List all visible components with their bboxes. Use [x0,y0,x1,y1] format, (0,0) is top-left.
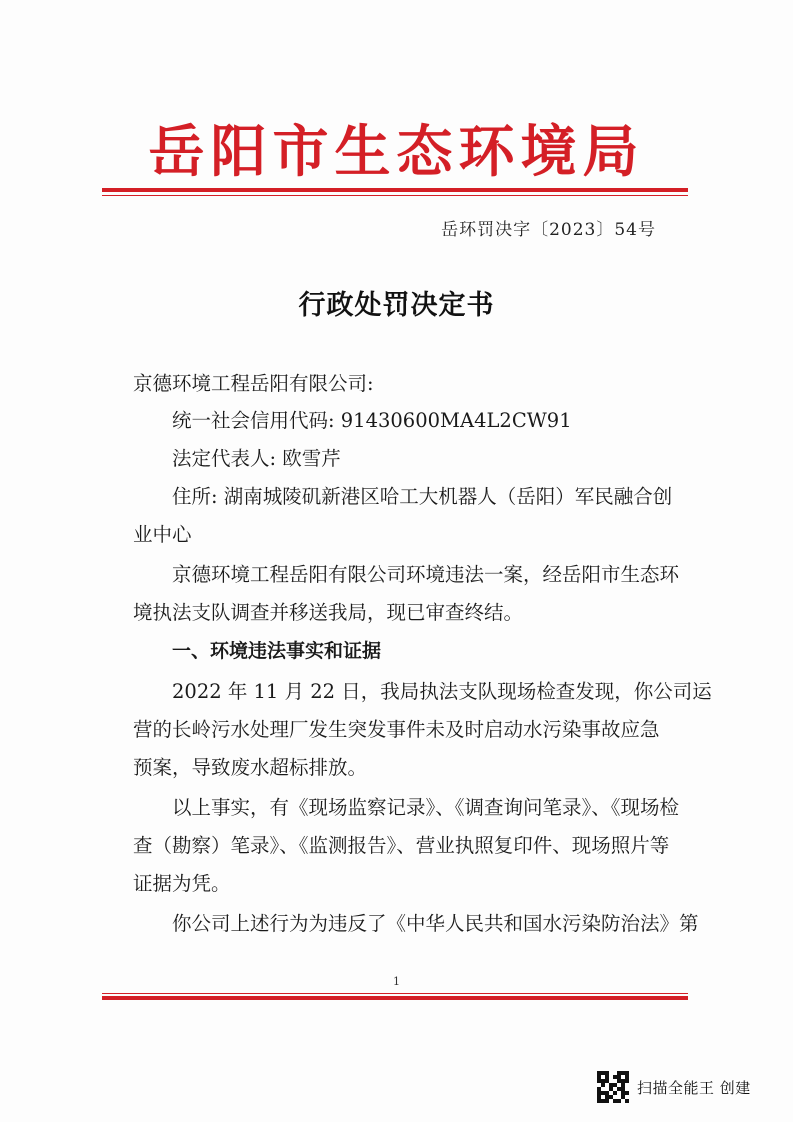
facts-line-1: 2022 年 11 月 22 日，我局执法支队现场检查发现，你公司运 [172,680,712,703]
header-rule-thick [102,188,688,192]
facts-line-3: 预案，导致废水超标排放。 [133,756,368,779]
document-number: 岳环罚决字〔2023〕54号 [441,220,656,240]
party-name: 京德环境工程岳阳有限公司: [133,372,374,395]
violation-line-1: 你公司上述行为为违反了《中华人民共和国水污染防治法》第 [172,912,699,935]
intro-line-2: 境执法支队调查并移送我局，现已审查终结。 [133,601,524,624]
address-line-1: 住所: 湖南城陵矶新港区哈工大机器人（岳阳）军民融合创 [172,485,673,508]
facts-line-2: 营的长岭污水处理厂发生突发事件未及时启动水污染事故应急 [133,718,660,741]
evidence-line-2: 查（勘察）笔录》、《监测报告》、营业执照复印件、现场照片等 [133,834,670,857]
header-rule-thin [102,195,688,196]
intro-line-1: 京德环境工程岳阳有限公司环境违法一案，经岳阳市生态环 [172,563,680,586]
footer-rule-thick [102,996,688,1000]
credit-code: 统一社会信用代码: 91430600MA4L2CW91 [172,409,572,432]
section-1-heading: 一、环境违法事实和证据 [172,640,382,662]
scanner-watermark [597,1071,751,1103]
evidence-line-3: 证据为凭。 [133,872,231,895]
scanner-label: 扫描全能王 创建 [637,1078,751,1097]
legal-representative: 法定代表人: 欧雪芹 [172,447,341,470]
page-number: 1 [393,975,400,988]
footer-rule-thin [102,993,688,994]
org-header-title: 岳阳市生态环境局 [148,120,645,185]
evidence-line-1: 以上事实，有《现场监察记录》、《调查询问笔录》、《现场检 [172,796,680,819]
qr-code-icon [597,1071,629,1103]
document-title: 行政处罚决定书 [298,290,495,321]
address-line-2: 业中心 [133,523,192,546]
